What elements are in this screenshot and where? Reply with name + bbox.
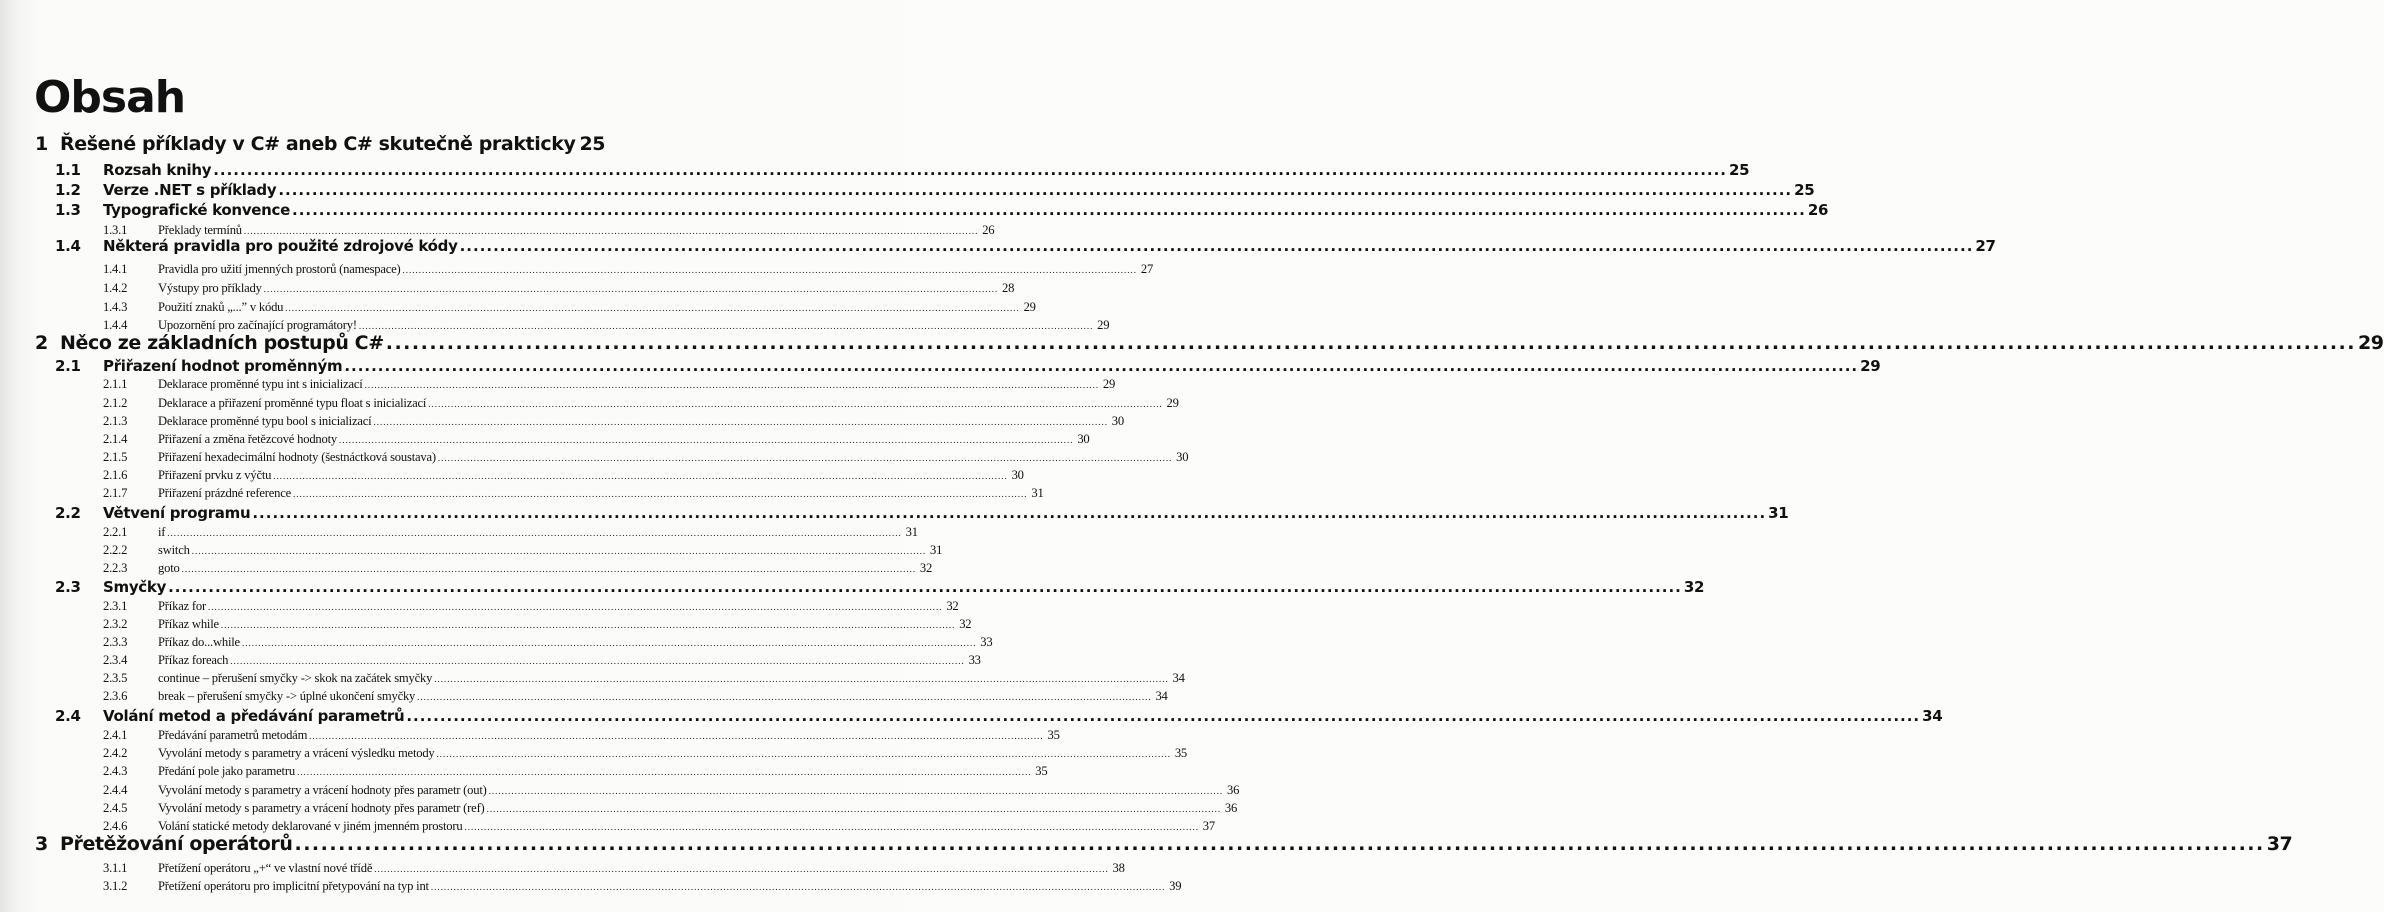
entry-page: 31: [929, 543, 943, 557]
entry-title: Upozornění pro začínající programátory!: [158, 318, 357, 332]
entry-number: 2.4.3: [103, 764, 128, 778]
dot-leader: [292, 200, 1806, 220]
entry-number: 1.4.3: [103, 300, 128, 314]
entry-page: 33: [980, 635, 993, 649]
entry-number: 2.2: [55, 504, 81, 522]
entry-number: 2.2.2: [103, 543, 128, 557]
entry-page: 38: [1112, 861, 1125, 875]
entry-page: 35: [1174, 746, 1188, 760]
entry-number: 1.3: [55, 201, 81, 219]
entry-page: 29: [1023, 300, 1036, 314]
entry-title: Předání pole jako parametru: [158, 764, 295, 778]
entry-number: 1.4.4: [103, 318, 128, 332]
entry-number: 2.4.4: [103, 783, 128, 797]
entry-title: Přiřazení a změna řetězcové hodnoty: [158, 432, 338, 446]
entry-page: 29: [1097, 318, 1110, 332]
toc-entry-2-4-1: [103, 725, 1060, 745]
entry-number: 3.1.1: [103, 861, 128, 875]
entry-title: Pravidla pro užití jmenných prostorů (namespace): [158, 262, 401, 276]
entry-number: 2: [35, 332, 48, 354]
entry-page: 32: [919, 561, 933, 575]
entry-page: 29: [2357, 332, 2384, 354]
dot-leader: [417, 687, 1152, 707]
entry-number: 1.3.1: [103, 223, 128, 237]
toc-entry-2-3-1: [103, 596, 959, 616]
entry-page: 34: [1155, 689, 1168, 703]
toc-entry-2-2-2: [103, 540, 943, 560]
entry-page: 26: [1807, 201, 1829, 219]
entry-title: Deklarace proměnné typu bool s inicializací: [158, 414, 372, 428]
dot-leader: [264, 279, 999, 299]
entry-number: 2.4.2: [103, 746, 128, 760]
entry-page: 27: [1140, 262, 1154, 276]
entry-title: Volání metod a předávání parametrů: [103, 707, 405, 725]
entry-number: 2.1.5: [103, 450, 128, 464]
dot-leader: [213, 160, 1727, 180]
entry-page: 26: [982, 223, 995, 237]
entry-page: 31: [905, 525, 918, 539]
entry-number: 2.1.3: [103, 414, 128, 428]
entry-title: Přetížení operátoru pro implicitní přetypování na typ int: [158, 879, 429, 893]
dot-leader: [489, 781, 1224, 801]
entry-title: Volání statické metody deklarované v jiném jmenném prostoru: [158, 819, 463, 833]
toc-entry-1-4-2: [103, 278, 1015, 298]
entry-title: Rozsah knihy: [103, 161, 212, 179]
entry-page: 27: [1975, 237, 1996, 255]
dot-leader: [293, 484, 1028, 504]
toc-entry-3: [35, 833, 2293, 858]
entry-page: 37: [1202, 819, 1215, 833]
entry-number: 2.4: [55, 707, 81, 725]
entry-title: Příkaz do...while: [158, 635, 240, 649]
entry-page: 25: [579, 133, 606, 155]
entry-title: Typografické konvence: [103, 201, 291, 219]
entry-page: 33: [968, 653, 981, 667]
entry-number: 1.4.1: [103, 262, 128, 276]
toc-entry-2-4: [55, 706, 1943, 726]
entry-page: 34: [1922, 707, 1943, 725]
entry-title: Některá pravidla pro použité zdrojové kódy: [103, 237, 458, 255]
entry-page: 32: [946, 599, 959, 613]
toc-entry-2-1: [55, 356, 1881, 376]
entry-number: 2.3.3: [103, 635, 128, 649]
entry-number: 2.1: [55, 357, 81, 375]
entry-title: Verze .NET s příklady: [103, 181, 277, 199]
entry-number: 2.1.4: [103, 432, 128, 446]
entry-page: 30: [1077, 432, 1090, 446]
entry-number: 2.3.4: [103, 653, 128, 667]
toc-entry-2-2-3: [103, 558, 933, 578]
entry-page: 29: [1860, 357, 1881, 375]
toc-entry-2-1-2: [103, 393, 1179, 413]
entry-title: Přiřazení prázdné reference: [158, 486, 292, 500]
entry-title: Přiřazení prvku z výčtu: [158, 468, 272, 482]
toc-entry-2-2-1: [103, 522, 918, 542]
entry-page: 30: [1011, 468, 1024, 482]
entry-number: 1.2: [55, 181, 81, 199]
entry-title: Přiřazení hexadecimální hodnoty (šestnáctková soustava): [158, 450, 436, 464]
dot-leader: [406, 706, 1920, 726]
dot-leader: [278, 180, 1792, 200]
entry-page: 35: [1047, 728, 1060, 742]
dot-leader: [295, 834, 2265, 854]
toc-entry-1-4-3: [103, 297, 1036, 317]
entry-number: 1: [35, 133, 48, 155]
toc-entry-2-3-2: [103, 614, 972, 634]
entry-number: 1.4.2: [103, 281, 128, 295]
page-title: Obsah: [34, 72, 186, 123]
toc-entry-2-1-3: [103, 411, 1124, 431]
entry-title: Výstupy pro příklady: [158, 281, 262, 295]
entry-number: 2.3.1: [103, 599, 128, 613]
entry-title: Vyvolání metody s parametry a vrácení hodnoty přes parametr (ref): [158, 801, 485, 815]
entry-number: 2.3: [55, 578, 81, 596]
toc-entry-2: [35, 332, 2384, 357]
toc-entry-2-1-5: [103, 447, 1189, 467]
entry-page: 30: [1176, 450, 1189, 464]
entry-title: Smyčky: [103, 578, 167, 596]
entry-page: 37: [2266, 833, 2293, 855]
entry-title: Řešené příklady v C# aneb C# skutečně prakticky: [60, 133, 576, 155]
entry-title: Vyvolání metody s parametry a vrácení výsledku metody: [158, 746, 435, 760]
dot-leader: [297, 762, 1032, 782]
entry-page: 25: [1794, 181, 1815, 199]
entry-title: goto: [158, 561, 180, 575]
entry-title: Deklarace proměnné typu int s inicializací: [158, 377, 363, 391]
toc-entry-2-3-3: [103, 632, 993, 652]
toc-entry-2-1-4: [103, 429, 1090, 449]
entry-page: 25: [1729, 161, 1750, 179]
toc-entry-2-3-5: [103, 668, 1185, 688]
toc-entry-1-3: [55, 200, 1829, 220]
dot-leader: [365, 375, 1100, 395]
dot-leader: [252, 503, 1766, 523]
entry-number: 1.4: [55, 237, 81, 255]
toc-entry-2-3: [55, 577, 1705, 597]
toc-entry-2-4-3: [103, 761, 1048, 781]
entry-number: 3: [35, 833, 48, 855]
entry-number: 1.1: [55, 161, 81, 179]
dot-leader: [386, 333, 2356, 353]
entry-title: Příkaz for: [158, 599, 207, 613]
entry-title: Překlady termínů: [158, 223, 242, 237]
toc-entry-1-1: [55, 160, 1750, 180]
entry-title: Předávání parametrů metodám: [158, 728, 308, 742]
entry-title: continue – přerušení smyčky -> skok na začátek smyčky: [158, 671, 433, 685]
dot-leader: [460, 236, 1974, 256]
toc-entry-2-3-4: [103, 650, 981, 670]
entry-title: Přiřazení hodnot proměnným: [103, 357, 343, 375]
entry-number: 2.4.6: [103, 819, 128, 833]
entry-number: 2.1.2: [103, 396, 128, 410]
dot-leader: [431, 877, 1166, 897]
toc-entry-1: [35, 133, 606, 158]
toc-entry-1-4-1: [103, 259, 1154, 279]
entry-title: if: [158, 525, 166, 539]
entry-title: Deklarace a přiřazení proměnné typu float s inicializací: [158, 396, 427, 410]
toc-entry-2-4-2: [103, 743, 1188, 763]
toc-entry-2-1-6: [103, 465, 1024, 485]
entry-page: 30: [1111, 414, 1124, 428]
toc-entry-2-1-1: [103, 374, 1116, 394]
entry-number: 2.4.1: [103, 728, 128, 742]
dot-leader: [344, 356, 1858, 376]
dot-leader: [487, 799, 1222, 819]
entry-number: 2.1.7: [103, 486, 128, 500]
entry-title: break – přerušení smyčky -> úplné ukončení smyčky: [158, 689, 416, 703]
entry-page: 35: [1035, 764, 1048, 778]
entry-number: 2.2.3: [103, 561, 128, 575]
toc-entry-2-4-5: [103, 798, 1238, 818]
entry-number: 2.3.6: [103, 689, 128, 703]
entry-page: 39: [1169, 879, 1182, 893]
entry-page: 36: [1224, 801, 1238, 815]
toc-entry-2-2: [55, 503, 1789, 523]
entry-number: 2.3.2: [103, 617, 128, 631]
entry-page: 28: [1002, 281, 1015, 295]
entry-title: Použití znaků „...” v kódu: [158, 300, 284, 314]
toc-entry-1-4: [55, 236, 1996, 256]
toc-entry-3-1-2: [103, 876, 1182, 896]
entry-page: 29: [1166, 396, 1179, 410]
toc-entry-2-1-7: [103, 483, 1044, 503]
entry-title: Příkaz foreach: [158, 653, 229, 667]
entry-number: 2.4.5: [103, 801, 128, 815]
dot-leader: [182, 559, 917, 579]
entry-page: 36: [1226, 783, 1240, 797]
entry-page: 32: [959, 617, 972, 631]
entry-number: 3.1.2: [103, 879, 128, 893]
entry-page: 31: [1768, 504, 1789, 522]
entry-title: Příkaz while: [158, 617, 219, 631]
entry-page: 32: [1683, 578, 1705, 596]
toc-entry-1-2: [55, 180, 1815, 200]
toc-entry-2-4-4: [103, 780, 1240, 800]
entry-title: Přetěžování operátorů: [60, 833, 293, 855]
entry-title: Něco ze základních postupů C#: [60, 332, 384, 354]
entry-title: Větvení programu: [103, 504, 251, 522]
toc-entry-3-1-1: [103, 858, 1125, 878]
entry-page: 29: [1102, 377, 1116, 391]
toc-entry-2-3-6: [103, 686, 1168, 706]
dot-leader: [403, 260, 1138, 280]
entry-number: 2.3.5: [103, 671, 128, 685]
entry-page: 34: [1172, 671, 1185, 685]
entry-title: switch: [158, 543, 190, 557]
entry-number: 2.1.1: [103, 377, 128, 391]
entry-title: Vyvolání metody s parametry a vrácení hodnoty přes parametr (out): [158, 783, 487, 797]
entry-page: 31: [1031, 486, 1044, 500]
dot-leader: [168, 577, 1682, 597]
entry-title: Přetížení operátoru „+“ ve vlastní nové třídě: [158, 861, 373, 875]
entry-number: 2.2.1: [103, 525, 128, 539]
entry-number: 2.1.6: [103, 468, 128, 482]
